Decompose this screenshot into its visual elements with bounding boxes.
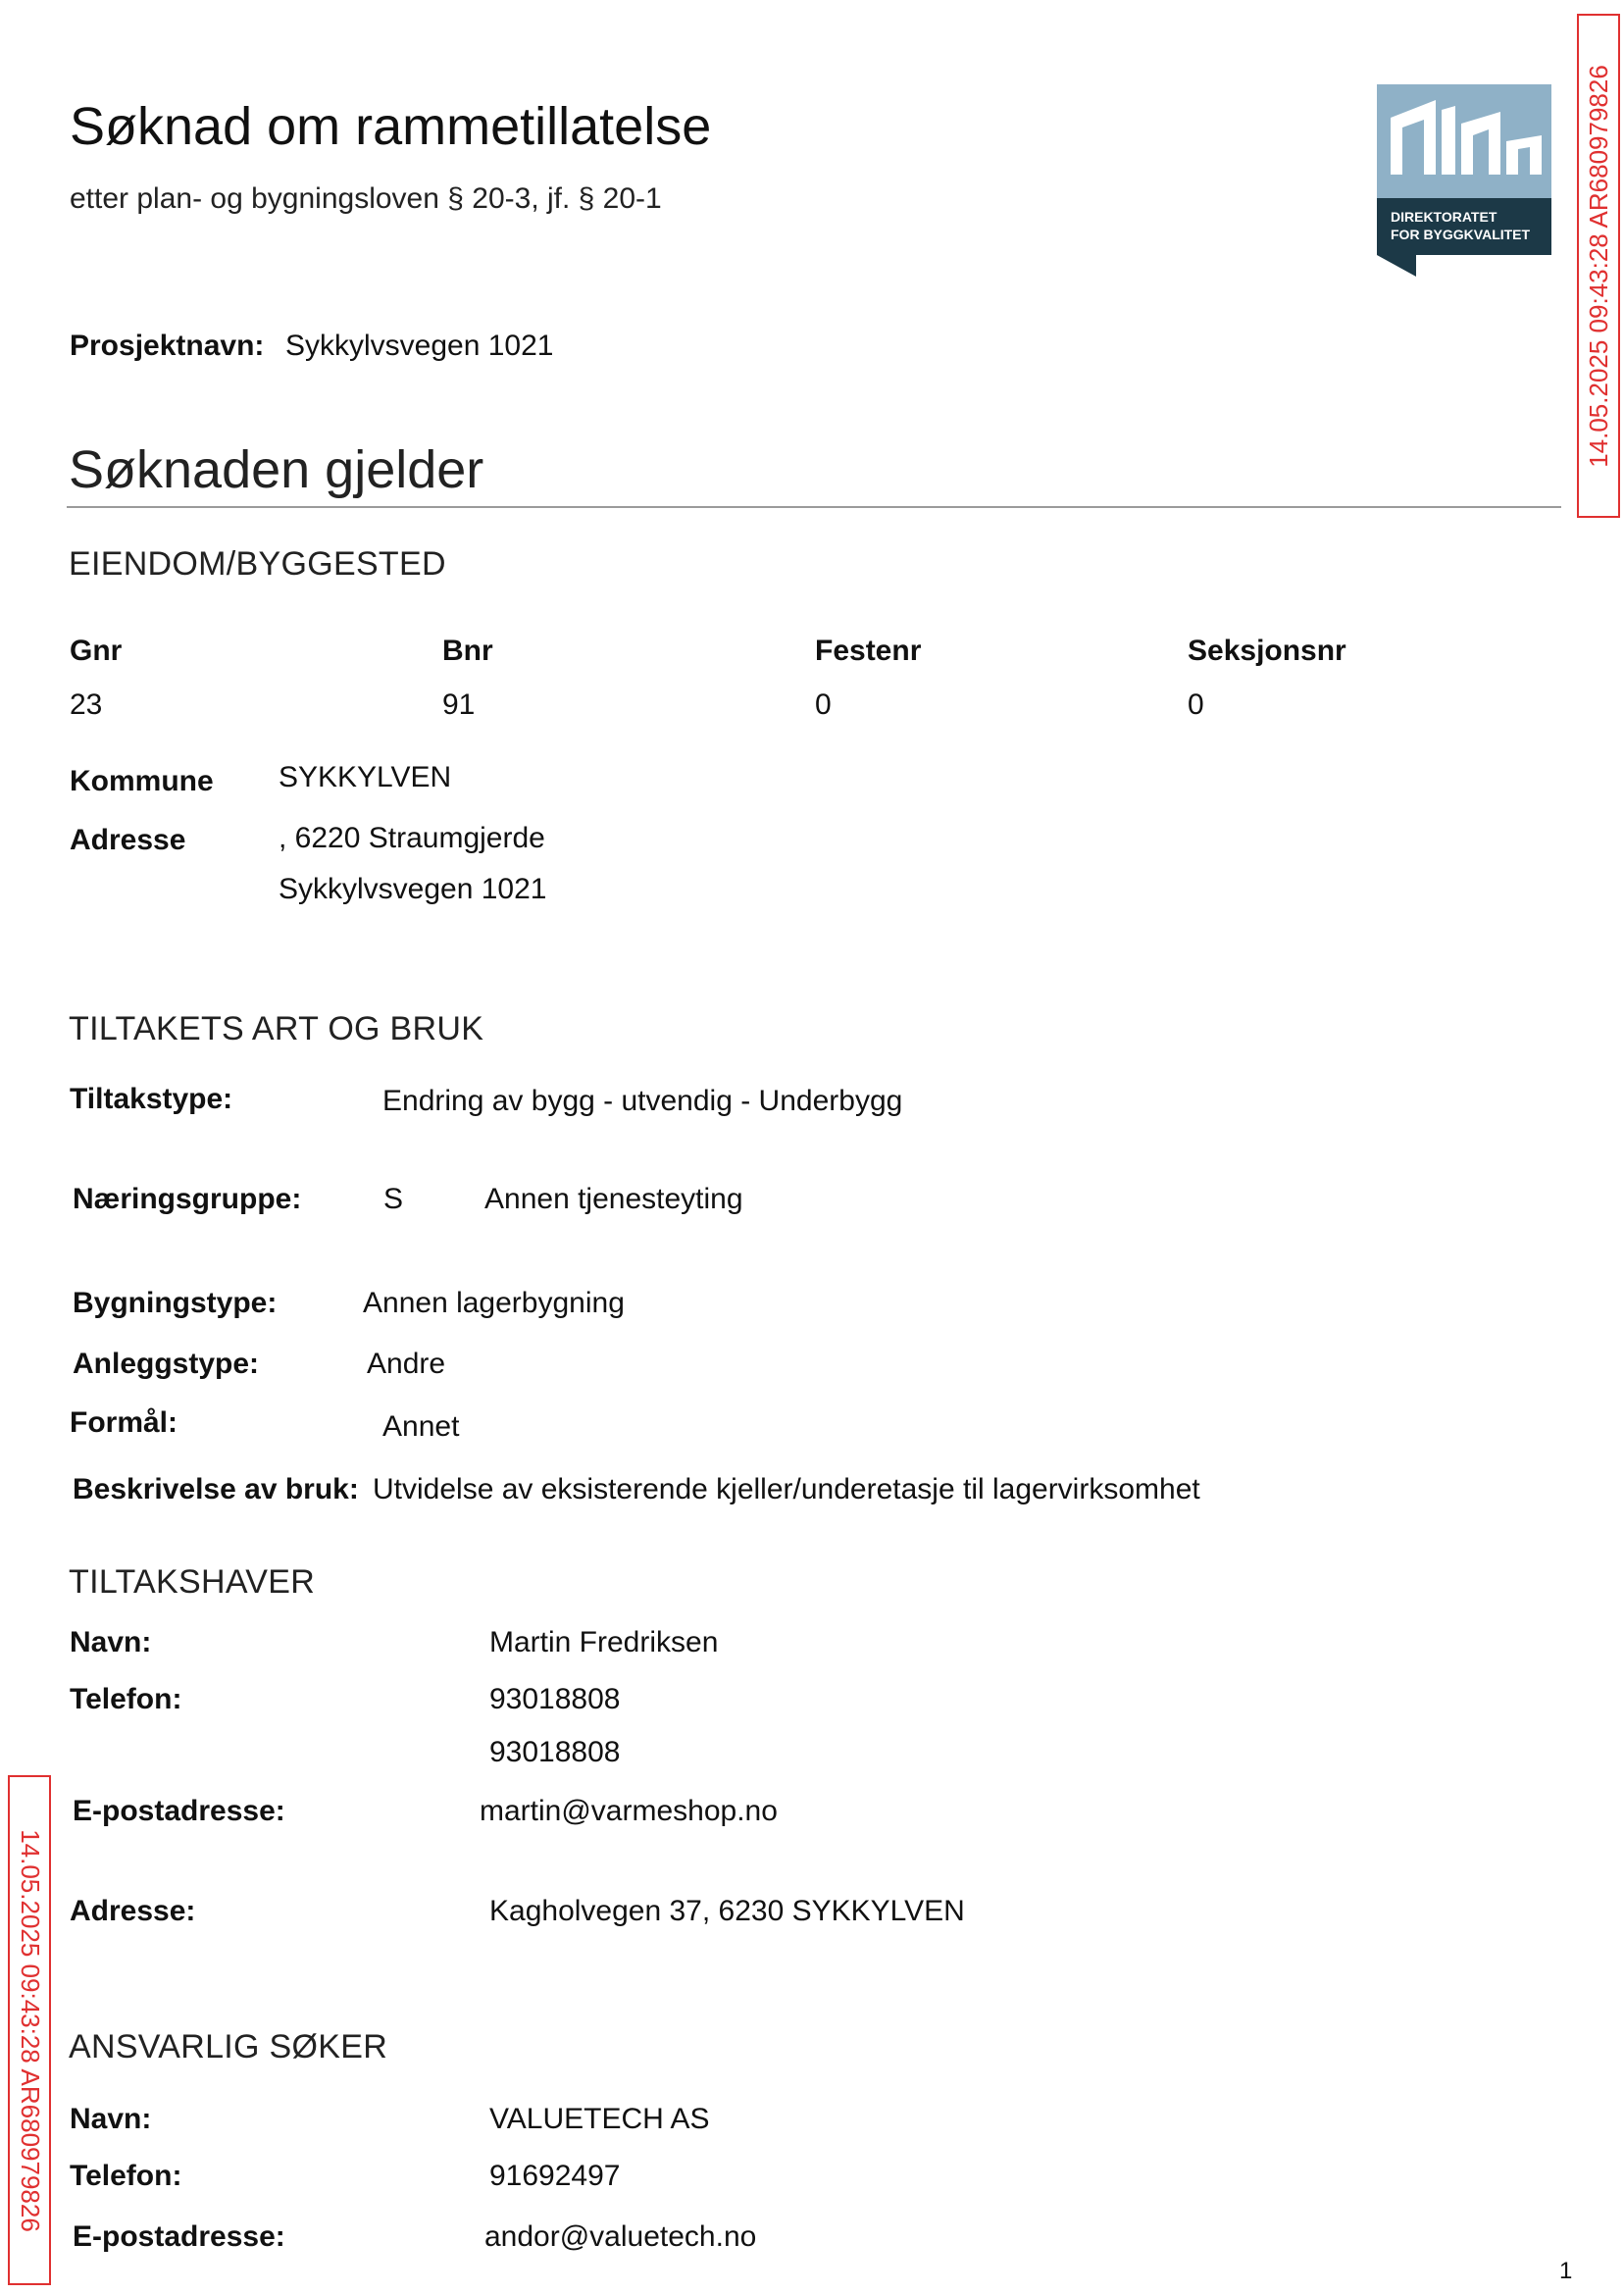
festenr-value: 0 xyxy=(815,688,832,721)
ansvarlig-epost-label: E-postadresse: xyxy=(73,2220,285,2253)
festenr-label: Festenr xyxy=(815,635,922,667)
section-divider xyxy=(67,506,1561,508)
received-stamp-left xyxy=(8,1775,51,2285)
seksjonsnr-value: 0 xyxy=(1188,688,1204,721)
bygningstype-label: Bygningstype: xyxy=(73,1287,278,1319)
seksjonsnr-label: Seksjonsnr xyxy=(1188,635,1346,667)
ansvarlig-heading: ANSVARLIG SØKER xyxy=(69,2028,388,2065)
kommune-value: SYKKYLVEN xyxy=(279,761,452,793)
ansvarlig-navn-value: VALUETECH AS xyxy=(489,2103,710,2135)
tiltak-heading: TILTAKETS ART OG BRUK xyxy=(69,1010,484,1047)
tiltakshaver-adresse-label: Adresse: xyxy=(70,1895,196,1927)
adresse-label: Adresse xyxy=(70,824,186,856)
ansvarlig-navn-label: Navn: xyxy=(70,2103,152,2135)
logo-text-line2: FOR BYGGKVALITET xyxy=(1391,227,1531,242)
tiltakshaver-epost-label: E-postadresse: xyxy=(73,1795,285,1827)
tiltakshaver-epost-value: martin@varmeshop.no xyxy=(480,1795,778,1827)
kommune-label: Kommune xyxy=(70,765,214,797)
tiltakshaver-adresse-value: Kagholvegen 37, 6230 SYKKYLVEN xyxy=(489,1895,965,1927)
property-heading: EIENDOM/BYGGESTED xyxy=(69,545,446,583)
beskrivelse-label: Beskrivelse av bruk: xyxy=(73,1473,359,1505)
logo-text-line1: DIREKTORATET xyxy=(1391,209,1497,225)
tiltakshaver-navn-label: Navn: xyxy=(70,1626,152,1658)
naeringsgruppe-label: Næringsgruppe: xyxy=(73,1183,302,1215)
bnr-label: Bnr xyxy=(442,635,493,667)
tiltakshaver-telefon-label: Telefon: xyxy=(70,1683,182,1715)
section-title: Søknaden gjelder xyxy=(69,440,484,499)
ansvarlig-telefon-label: Telefon: xyxy=(70,2160,182,2192)
adresse-line1: , 6220 Straumgjerde xyxy=(279,822,545,854)
tiltakshaver-heading: TILTAKSHAVER xyxy=(69,1563,316,1601)
tiltakshaver-telefon-value-2: 93018808 xyxy=(489,1736,621,1768)
bnr-value: 91 xyxy=(442,688,476,721)
project-name-value: Sykkylvsvegen 1021 xyxy=(285,330,554,362)
dibk-logo xyxy=(1377,84,1551,277)
tiltakstype-value: Endring av bygg - utvendig - Underbygg xyxy=(382,1085,903,1117)
tiltakshaver-navn-value: Martin Fredriksen xyxy=(489,1626,719,1658)
document-subtitle: etter plan- og bygningsloven § 20-3, jf. § 20-1 xyxy=(70,182,662,215)
received-stamp-top xyxy=(1577,14,1620,518)
gnr-label: Gnr xyxy=(70,635,123,667)
gnr-value: 23 xyxy=(70,688,103,721)
project-name-label: Prosjektnavn: xyxy=(70,330,265,362)
adresse-line2: Sykkylvsvegen 1021 xyxy=(279,873,547,905)
ansvarlig-epost-value: andor@valuetech.no xyxy=(484,2220,757,2253)
stamp-text: 14.05.2025 09:43:28 AR680979826 xyxy=(1583,64,1613,468)
anleggstype-value: Andre xyxy=(367,1348,446,1380)
stamp-text: 14.05.2025 09:43:28 AR680979826 xyxy=(15,1828,45,2232)
bygningstype-value: Annen lagerbygning xyxy=(363,1287,625,1319)
formal-label: Formål: xyxy=(70,1406,178,1439)
naeringsgruppe-code: S xyxy=(383,1183,404,1215)
ansvarlig-telefon-value: 91692497 xyxy=(489,2160,621,2192)
tiltakshaver-telefon-value: 93018808 xyxy=(489,1683,621,1715)
beskrivelse-value: Utvidelse av eksisterende kjeller/underetasje til lagervirksomhet xyxy=(373,1473,1200,1505)
page-number: 1 xyxy=(1559,2258,1573,2284)
document-title: Søknad om rammetillatelse xyxy=(70,97,712,156)
tiltakstype-label: Tiltakstype: xyxy=(70,1083,233,1115)
formal-value: Annet xyxy=(382,1410,460,1443)
anleggstype-label: Anleggstype: xyxy=(73,1348,260,1380)
naeringsgruppe-value: Annen tjenesteyting xyxy=(484,1183,743,1215)
